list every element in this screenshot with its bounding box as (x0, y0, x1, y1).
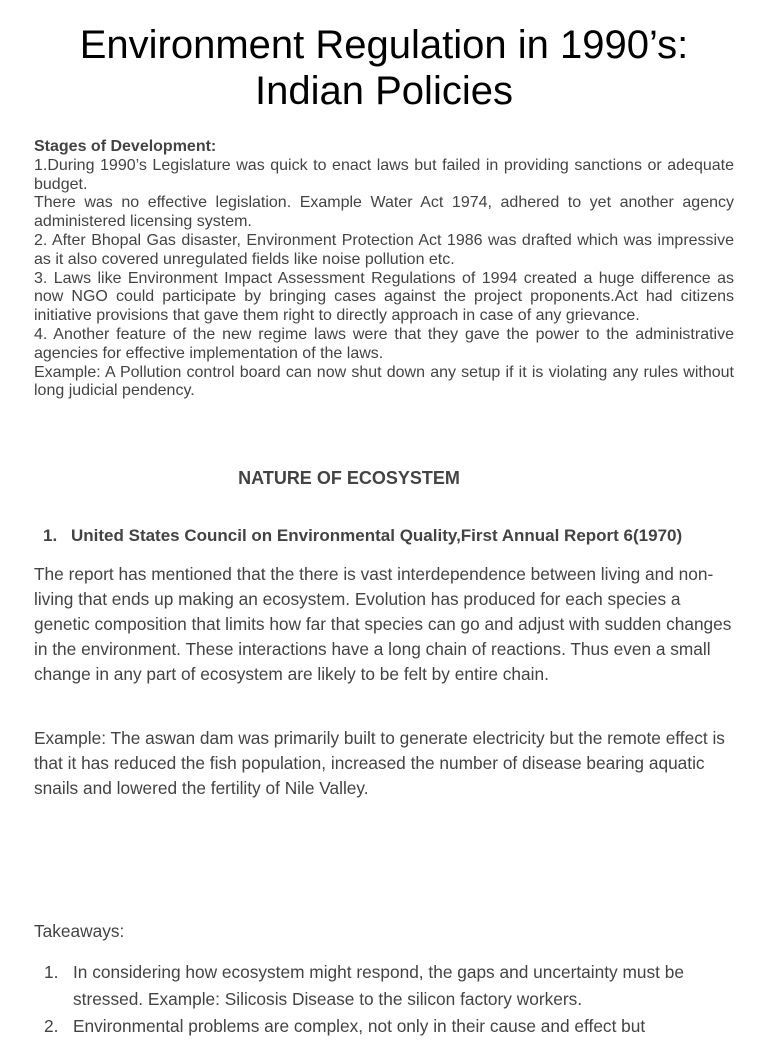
report-heading (43, 525, 743, 547)
stages-section (34, 138, 734, 401)
takeaway-item (34, 959, 734, 1013)
takeaway-number: 1. (44, 962, 59, 982)
stages-paragraph-5: 4. Another feature of the new regime laws were that they gave the power to the administrative agencies for effective implementation of the laws. (34, 325, 734, 362)
report-paragraph: The report has mentioned that the there is vast interdependence between living and non-living that ends up making an ecosystem. Evolution has produced for each species a genetic composition that limits how far that species can go and adjust with sudden changes in the environment. These interactions have a long chain of reactions. Thus even a small change in any part of ecosystem are likely to be felt by entire chain. (34, 564, 732, 684)
stages-paragraph-4: 3. Laws like Environment Impact Assessment Regulations of 1994 created a huge difference as now NGO could participate by bringing cases against the project proponents.Act had citizens initiative provisions that gave them right to directly approach in case of any grievance. (34, 269, 734, 325)
takeaways-label: Takeaways: (34, 921, 125, 941)
report-title: United States Council on Environmental Quality,First Annual Report 6(1970) (71, 526, 683, 545)
report-number: 1. (43, 526, 58, 545)
stages-heading: Stages of Development: (34, 138, 217, 155)
example-paragraph: Example: The aswan dam was primarily built to generate electricity but the remote effect is that it has reduced the fish population, increased the number of disease bearing aquatic snails and lowered the fertility of Nile Valley. (34, 728, 725, 798)
page-title-line-1: Environment Regulation in 1990’s: (79, 23, 689, 67)
stages-paragraph-3: 2. After Bhopal Gas disaster, Environment Protection Act 1986 was drafted which was impressive as it also covered unregulated fields like noise pollution etc. (34, 231, 734, 268)
page-title-line-2: Indian Policies (255, 69, 513, 113)
stages-paragraph-6: Example: A Pollution control board can now shut down any setup if it is violating any rules without long judicial pendency. (34, 363, 734, 400)
takeaway-text: Environmental problems are complex, not only in their cause and effect but (73, 1016, 646, 1036)
stages-paragraph-2: There was no effective legislation. Example Water Act 1974, adhered to yet another agency administered licensing system. (34, 194, 734, 231)
takeaways-list (34, 959, 734, 1040)
takeaway-item (34, 1013, 734, 1040)
takeaway-number: 2. (44, 1016, 59, 1036)
stages-paragraph-1: 1.During 1990’s Legislature was quick to enact laws but failed in providing sanctions or adequate budget. (34, 156, 734, 193)
takeaway-text: In considering how ecosystem might respond, the gaps and uncertainty must be stressed. Example: Silicosis Disease to the silicon factory workers. (73, 962, 684, 1009)
page-title (0, 22, 768, 114)
nature-of-ecosystem-heading: NATURE OF ECOSYSTEM (238, 468, 460, 488)
